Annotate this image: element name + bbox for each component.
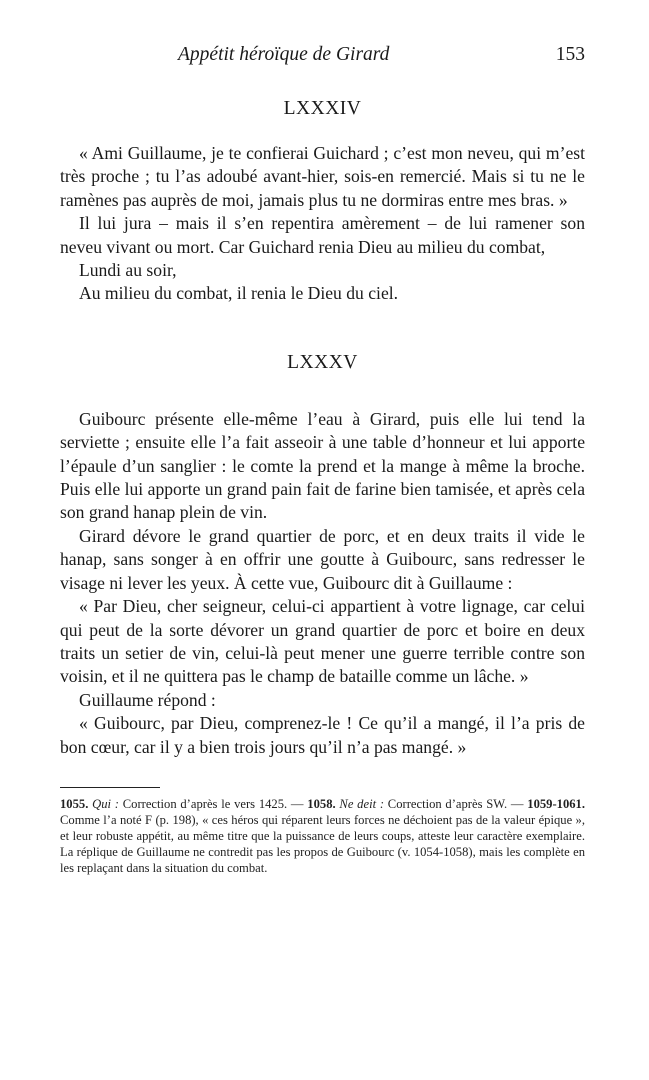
paragraph: « Par Dieu, cher seigneur, celui-ci appartient à votre lignage, car celui qui peut de la sorte dévorer un grand quartier de porc et boire en deux traits un setier de vin, celui-là peut mener une guerre terrible contre son voisin, et il ne quittera pas le champ de bataille comme un lâche. » <box>60 596 585 687</box>
section-heading-lxxxv: LXXXV <box>287 351 358 373</box>
paragraph: Girard dévore le grand quartier de porc, et en deux traits il vide le hanap, sans songer à en offrir une goutte à Guibourc, sans redresser le visage ni lever les yeux. À cette vue, Guibourc dit à Guillaume : <box>60 525 585 593</box>
section-heading-lxxxiv: LXXXIV <box>283 98 362 119</box>
footnote-number: 1058. <box>307 796 336 811</box>
verse-line: Au milieu du combat, il renia le Dieu du ciel. <box>79 283 399 304</box>
footnote-rule <box>60 787 160 788</box>
footnote-number: 1059-1061. <box>527 796 585 811</box>
paragraph: Guillaume répond : <box>79 689 216 710</box>
running-head <box>60 44 585 72</box>
running-title: Appétit héroïque de Girard <box>178 44 390 65</box>
footnote-number: 1055. <box>60 796 89 811</box>
footnote-lemma: Ne deit : <box>339 796 385 811</box>
footnote-text: Comme l’a noté F (p. 198), « ces héros qui réparent leurs forces ne déchoient pas de la valeur épique », et leur robuste appétit, au même titre que la puissance de leurs coups, atteste leur caractère exemplaire. La réplique de Guillaume ne contredit pas les propos de Guibourc (v. 1054-1058), mais les complète en les replaçant dans la situation du combat. <box>60 812 585 875</box>
footnote-text: Correction d’après le vers 1425. — <box>118 796 308 811</box>
paragraph: « Guibourc, par Dieu, comprenez-le ! Ce qu’il a mangé, il l’a pris de bon cœur, car il y a bien trois jours qu’il n’a pas mangé. » <box>60 713 585 757</box>
paragraph: « Ami Guillaume, je te confierai Guichard ; c’est mon neveu, qui m’est très proche ; tu l’as adoubé avant-hier, sois-en remercié. Mais si tu ne le ramènes pas auprès de moi, jamais plus tu ne dormiras entre mes bras. » <box>60 143 585 210</box>
paragraph: Guibourc présente elle-même l’eau à Girard, puis elle lui tend la serviette ; ensuite elle l’a fait asseoir à une table d’honneur et lui apporte l’épaule d’un sanglier : le comte la prend et la mange à même la broche. Puis elle lui apporte un grand pain fait de farine bien tamisée, et après cela son grand hanap plein de vin. <box>60 408 585 523</box>
footnote-lemma: Qui : <box>92 796 119 811</box>
footnotes <box>60 797 585 877</box>
footnote-text: Correction d’après SW. — <box>384 796 528 811</box>
paragraph: Il lui jura – mais il s’en repentira amèrement – de lui ramener son neveu vivant ou mort. Car Guichard renia Dieu au milieu du combat, <box>60 213 585 257</box>
book-page <box>60 44 585 876</box>
verse-line: Lundi au soir, <box>79 260 177 281</box>
page-number: 153 <box>555 44 585 65</box>
